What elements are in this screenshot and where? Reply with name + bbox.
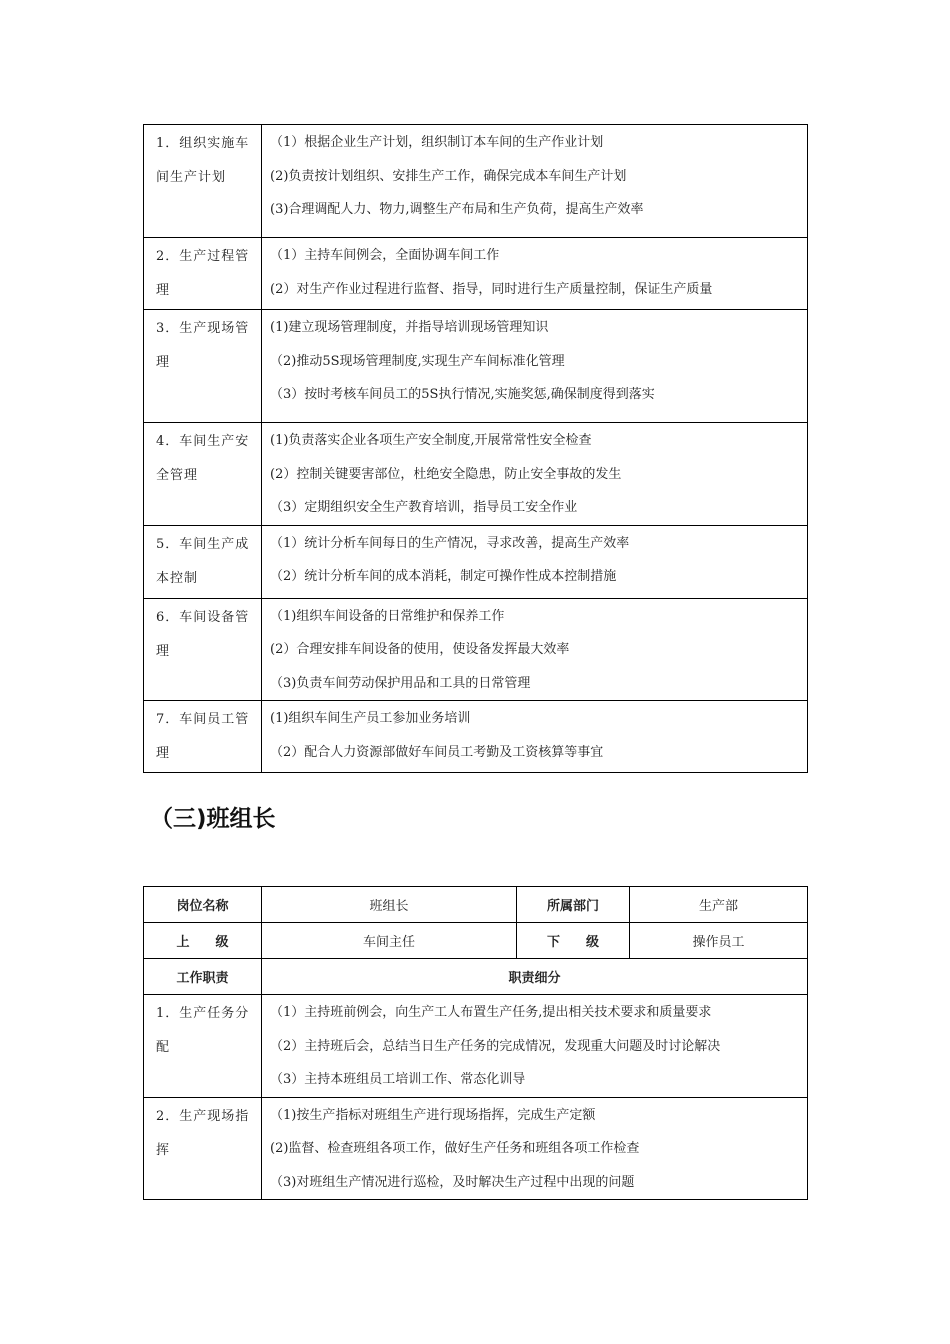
department-label: 所属部门 [517,887,630,923]
duty-detail-item: （1）根据企业生产计划，组织制订本车间的生产作业计划 [270,135,604,150]
duty-detail-item: （3）定期组织安全生产教育培训，指导员工安全作业 [270,500,578,515]
duty-detail-item: (3)合理调配人力、物力,调整生产布局和生产负荷，提高生产效率 [270,202,644,217]
duty-detail-item: （3）主持本班组员工培训工作、常态化训导 [270,1072,526,1087]
duty-detail-item: （3)对班组生产情况进行巡检，及时解决生产过程中出现的问题 [270,1174,635,1190]
duty-cell [144,701,262,773]
duty-detail-item: (1)负责落实企业各项生产安全制度,开展常常性安全检查 [270,433,592,448]
duty-detail-item: （1)按生产指标对班组生产进行现场指挥，完成生产定额 [270,1107,596,1123]
duty-detail-header: 职责细分 [262,959,808,995]
section-title: （三)班组长 [150,806,276,832]
duty-title: 2．生产过程管理 [156,249,250,298]
duties-table-workshop [143,124,808,773]
table-row [144,525,808,598]
duty-details-cell [262,125,808,238]
superior-value: 车间主任 [262,923,517,959]
duty-details-cell [262,1097,808,1200]
table-row [144,310,808,423]
duty-details-cell [262,238,808,310]
duty-detail-item: （3)负责车间劳动保护用品和工具的日常管理 [270,675,531,691]
duty-detail-item: （2）配合人力资源部做好车间员工考勤及工资核算等事宜 [270,744,604,760]
duty-cell [144,1097,262,1200]
table-row [144,125,808,238]
duty-details-cell [262,701,808,773]
subordinate-value: 操作员工 [630,923,808,959]
duty-title: 5．车间生产成本控制 [156,536,250,586]
duty-detail-item: （2）主持班后会，总结当日生产任务的完成情况，发现重大问题及时讨论解决 [270,1038,721,1054]
position-name-value: 班组长 [262,887,517,923]
duty-cell [144,525,262,598]
duty-detail-item: （2)推动5S现场管理制度,实现生产车间标准化管理 [270,353,565,369]
duty-details-cell [262,525,808,598]
subordinate-label: 下 级 [517,923,630,959]
duty-cell [144,310,262,423]
department-value: 生产部 [630,887,808,923]
duty-detail-item: （2）统计分析车间的成本消耗，制定可操作性成本控制措施 [270,569,617,584]
duty-detail-item: (2)监督、检查班组各项工作，做好生产任务和班组各项工作检查 [270,1141,640,1156]
duty-title: 4．车间生产安全管理 [156,434,250,483]
duty-detail-item: (2)负责按计划组织、安排生产工作，确保完成本车间生产计划 [270,168,627,184]
table-row [144,701,808,773]
table-row [144,238,808,310]
duty-cell [144,423,262,526]
superior-label: 上 级 [144,923,262,959]
duties-table-team-leader [143,886,808,1200]
duty-cell [144,995,262,1098]
table-row [144,995,808,1098]
duty-title: 3．生产现场管理 [156,321,250,370]
duty-detail-item: （1）统计分析车间每日的生产情况，寻求改善，提高生产效率 [270,535,630,551]
duty-cell [144,238,262,310]
duty-title: 1．组织实施车间生产计划 [156,136,250,185]
duty-detail-item: （1）主持班前例会，向生产工人布置生产任务,提出相关技术要求和质量要求 [270,1005,712,1020]
duty-detail-item: （3）按时考核车间员工的5S执行情况,实施奖惩,确保制度得到落实 [270,387,655,402]
work-duty-header: 工作职责 [144,959,262,995]
duty-title: 6．车间设备管理 [156,609,250,659]
duty-title: 7．车间员工管理 [156,712,250,761]
table-row [144,423,808,526]
duty-details-cell [262,310,808,423]
duty-detail-item: （1）主持车间例会，全面协调车间工作 [270,248,500,263]
table-row [144,598,808,701]
duty-details-cell [262,598,808,701]
duty-cell [144,125,262,238]
duty-details-cell [262,423,808,526]
duty-detail-item: (2）合理安排车间设备的使用，使设备发挥最大效率 [270,642,570,657]
position-name-label: 岗位名称 [144,887,262,923]
duty-detail-item: (2）控制关键要害部位，杜绝安全隐患，防止安全事故的发生 [270,466,622,482]
duty-detail-item: （1)组织车间设备的日常维护和保养工作 [270,608,505,624]
duty-detail-item: (1)组织车间生产员工参加业务培训 [270,711,471,726]
duty-detail-item: (1)建立现场管理制度，并指导培训现场管理知识 [270,320,549,335]
table-row [144,1097,808,1200]
duty-title: 2．生产现场指挥 [156,1108,250,1158]
duty-title: 1．生产任务分配 [156,1006,250,1055]
duty-detail-item: (2）对生产作业过程进行监督、指导，同时进行生产质量控制，保证生产质量 [270,281,713,297]
duty-cell [144,598,262,701]
duty-details-cell [262,995,808,1098]
